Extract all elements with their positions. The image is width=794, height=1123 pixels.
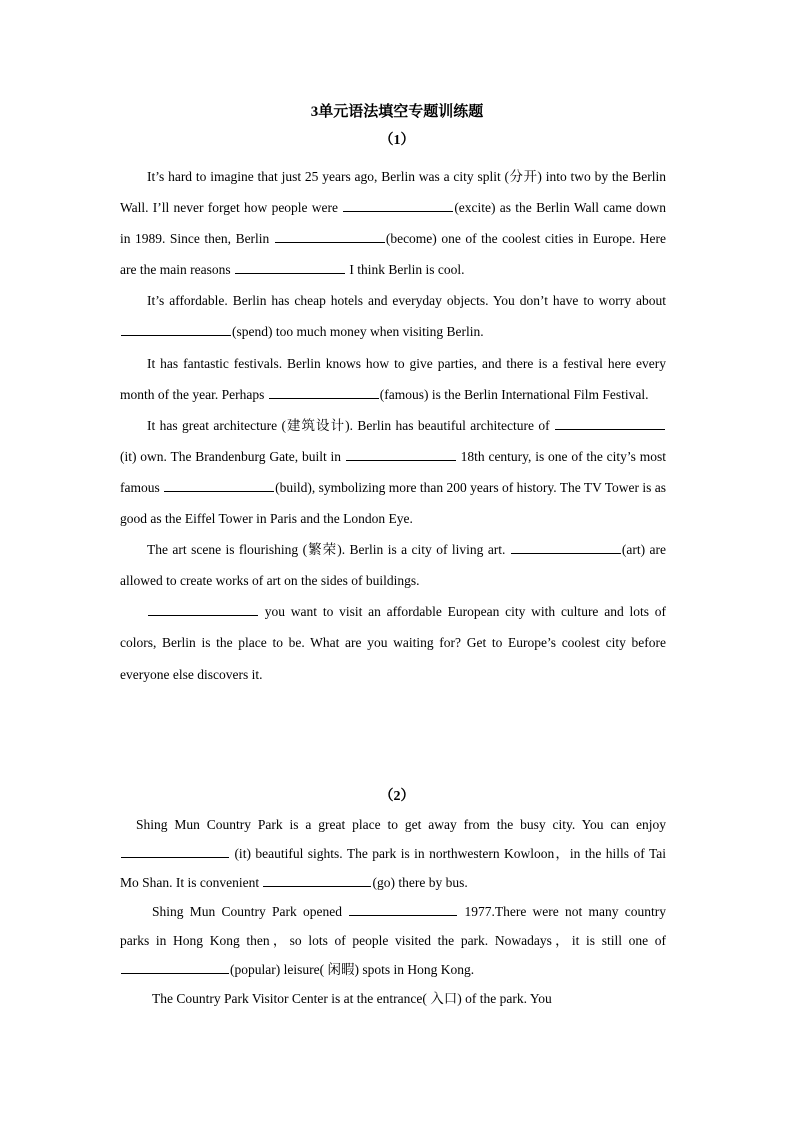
section-1-paragraph-2 (120, 285, 666, 347)
text-segment: 18th century, is one of the city’s most famous (120, 448, 666, 495)
section-2-passage (120, 810, 666, 1013)
answer-blank (555, 417, 665, 430)
answer-blank (343, 199, 453, 212)
text-segment: (famous) is the Berlin International Film Festival. (379, 386, 649, 402)
answer-blank (148, 603, 258, 616)
document-title: 3单元语法填空专题训练题 (310, 104, 484, 120)
text-segment: (go) there by bus. (372, 875, 468, 890)
answer-blank (511, 541, 621, 554)
section-2-paragraph-1 (120, 810, 666, 897)
section-2-label: （2） (379, 789, 415, 804)
text-segment: (excite) as the Berlin Wall came down in 1989. Since then, Berlin (120, 200, 666, 247)
section-1-paragraph-5 (120, 534, 666, 596)
answer-blank (164, 479, 274, 492)
text-segment: Shing Mun Country Park is a great place to get away from the busy city. You can enjoy (136, 817, 666, 832)
text-segment: The art scene is flourishing (繁荣). Berlin is a city of living art. (147, 542, 510, 558)
text-segment: I think Berlin is cool. (345, 262, 465, 278)
answer-blank (263, 874, 371, 887)
text-segment: It has fantastic festivals. Berlin knows how to give parties, and there is a festival here every month of the year. Perhaps (120, 355, 666, 402)
section-1-label: （1） (379, 133, 415, 148)
text-segment: (become) one of the coolest cities in Europe. Here are the main reasons (120, 231, 666, 278)
section-1-paragraph-4 (120, 410, 666, 534)
text-segment: (build), symbolizing more than 200 years of history. The TV Tower is as good as the Eiffel Tower in Paris and the London Eye. (120, 479, 666, 527)
text-segment: It has great architecture (建筑设计). Berlin has beautiful architecture of (147, 417, 554, 433)
answer-blank (346, 448, 456, 461)
section-1-paragraph-3 (120, 348, 666, 410)
text-segment: It’s affordable. Berlin has cheap hotels and everyday objects. You don’t have to worry about (147, 293, 666, 309)
text-segment: (it) own. The Brandenburg Gate, built in (120, 448, 345, 464)
text-segment: (it) beautiful sights. The park is in northwestern Kowloon，in the hills of Tai Mo Shan. It is convenient (120, 846, 666, 890)
answer-blank (121, 961, 229, 974)
text-segment: It’s hard to imagine that just 25 years ago, Berlin was a city split (分开) into two by the Berlin Wall. I’ll never forget how people were (120, 169, 666, 216)
answer-blank (269, 386, 379, 399)
answer-blank (121, 323, 231, 336)
answer-blank (349, 903, 457, 916)
section-1-paragraph-6 (120, 596, 666, 689)
text-segment: you want to visit an affordable European city with culture and lots of colors, Berlin is the place to be. What are you waiting for? Get to Europe’s coolest city before everyone else discovers it. (120, 604, 666, 682)
section-1-passage (120, 161, 666, 690)
section-1-paragraph-1 (120, 161, 666, 285)
text-segment: (popular) leisure( 闲暇) spots in Hong Kong. (230, 962, 475, 977)
section-2-paragraph-2 (120, 897, 666, 984)
text-segment: Shing Mun Country Park opened (152, 904, 349, 919)
answer-blank (121, 845, 229, 858)
text-segment: (spend) too much money when visiting Berlin. (232, 324, 484, 340)
answer-blank (275, 230, 385, 243)
section-2-paragraph-3 (120, 984, 666, 1013)
answer-blank (235, 261, 345, 274)
text-segment: The Country Park Visitor Center is at the entrance( 入口) of the park. You (152, 991, 552, 1006)
text-segment: (art) are allowed to create works of art on the sides of buildings. (120, 542, 666, 589)
text-segment: 1977.There were not many country parks in Hong Kong then，so lots of people visited the park. Nowadays，it is still one of (120, 904, 666, 948)
